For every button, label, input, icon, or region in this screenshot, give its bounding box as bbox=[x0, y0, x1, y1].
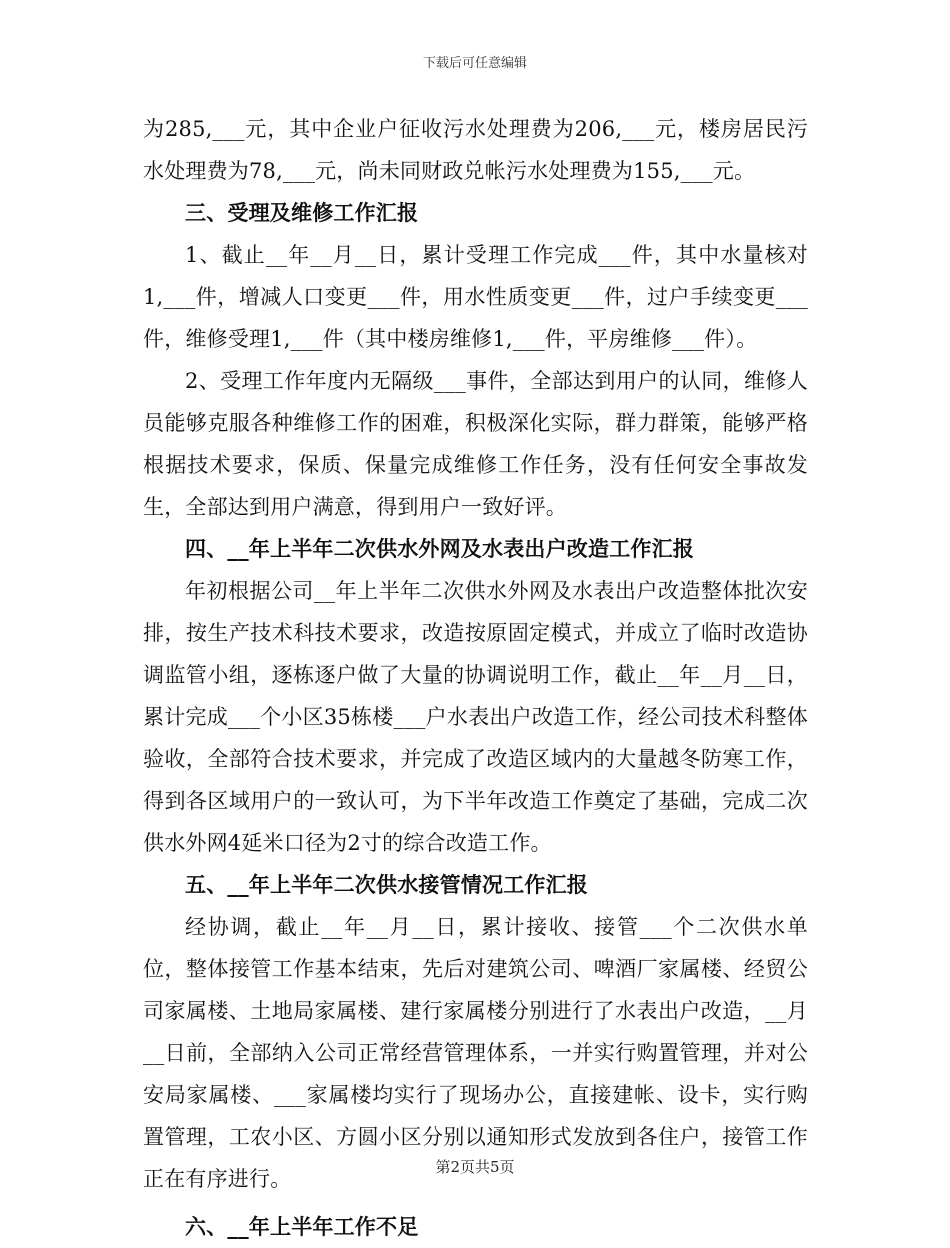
page-footer: 第2页共5页 bbox=[435, 1158, 515, 1176]
paragraph: 经协调，截止__年__月__日，累计接收、接管___个二次供水单位，整体接管工作基本结束，先后对建筑公司、啤酒厂家属楼、经贸公司家属楼、土地局家属楼、建行家属楼分别进行了水表出户改造，__月__日前，全部纳入公司正常经营管理体系，一并实行购置管理，并对公安局家属楼、___家属楼均实行了现场办公，直接建帐、设卡，实行购置管理，工农小区、方圆小区分别以通知形式发放到各住户，接管工作正在有序进行。 bbox=[143, 915, 808, 1191]
section-heading: 五、__年上半年二次供水接管情况工作汇报 bbox=[185, 873, 588, 897]
page-header: 下载后可任意编辑 bbox=[422, 56, 527, 71]
section-heading: 六、__年上半年工作不足 bbox=[185, 1215, 419, 1239]
paragraph: 年初根据公司__年上半年二次供水外网及水表出户改造整体批次安排，按生产技术科技术要求，改造按原固定模式，并成立了临时改造协调监管小组，逐栋逐户做了大量的协调说明工作，截止__年__月__日，累计完成___个小区35栋楼___户水表出户改造工作，经公司技术科整体验收，全部符合技术要求，并完成了改造区域内的大量越冬防寒工作，得到各区域用户的一致认可，为下半年改造工作奠定了基础，完成二次供水外网4延米口径为2寸的综合改造工作。 bbox=[143, 579, 808, 855]
document-body bbox=[143, 108, 808, 1248]
paragraph: 为285,___元，其中企业户征收污水处理费为206,___元，楼房居民污水处理费为78,___元，尚未同财政兑帐污水处理费为155,___元。 bbox=[143, 117, 808, 183]
section-heading: 三、受理及维修工作汇报 bbox=[185, 201, 419, 225]
paragraph: 2、受理工作年度内无隔级___事件，全部达到用户的认同，维修人员能够克服各种维修工作的困难，积极深化实际，群力群策，能够严格根据技术要求，保质、保量完成维修工作任务，没有任何安全事故发生，全部达到用户满意，得到用户一致好评。 bbox=[143, 369, 808, 519]
section-heading: 四、__年上半年二次供水外网及水表出户改造工作汇报 bbox=[185, 537, 694, 561]
paragraph: 1、截止__年__月__日，累计受理工作完成___件，其中水量核对1,___件，增减人口变更___件，用水性质变更___件，过户手续变更___件，维修受理1,___件（其中楼房维修1,___件，平房维修___件）。 bbox=[143, 243, 808, 351]
